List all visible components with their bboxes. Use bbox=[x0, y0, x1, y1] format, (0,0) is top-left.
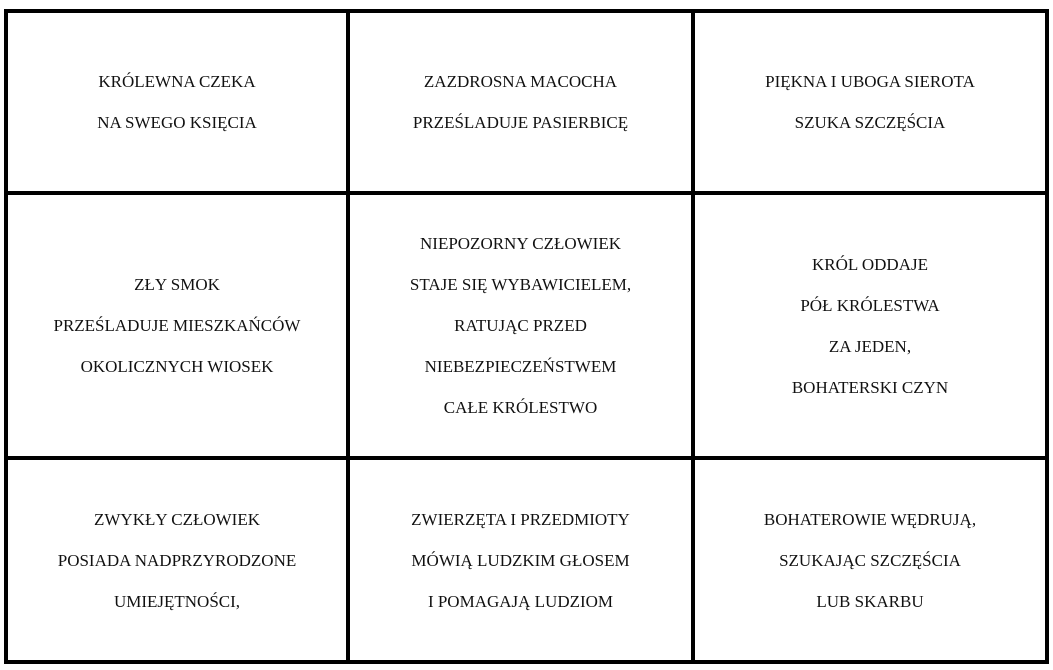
cell-text-line: OKOLICZNYCH WIOSEK bbox=[80, 357, 274, 376]
cell-text-line: RATUJĄC PRZED bbox=[454, 316, 587, 335]
cell-text-line: UMIEJĘTNOŚCI, bbox=[113, 591, 241, 611]
table-cell bbox=[8, 13, 350, 195]
cell-text-line: SZUKA SZCZĘŚCIA bbox=[794, 113, 946, 132]
table-cell bbox=[695, 195, 1045, 460]
cell-text-line: ZAZDROSNA MACOCHA bbox=[423, 72, 618, 91]
cell-text-line: ZŁY SMOK bbox=[134, 275, 220, 294]
cell-text-line: POSIADA NADPRZYRODZONE bbox=[57, 550, 297, 570]
cell-text-line: NIEBEZPIECZEŃSTWEM bbox=[424, 357, 617, 376]
cell-text-line: PRZEŚLADUJE MIESZKAŃCÓW bbox=[53, 316, 301, 335]
cell-text-line: MÓWIĄ LUDZKIM GŁOSEM bbox=[411, 550, 630, 570]
cell-text-line: LUB SKARBU bbox=[816, 591, 924, 611]
cell-text-line: STAJE SIĘ WYBAWICIELEM, bbox=[409, 275, 632, 294]
cell-text-line: ZWYKŁY CZŁOWIEK bbox=[93, 509, 260, 529]
cell-text-line: NIEPOZORNY CZŁOWIEK bbox=[420, 234, 621, 253]
cell-text-line: BOHATEROWIE WĘDRUJĄ, bbox=[763, 509, 977, 529]
cell-text-line: KRÓLEWNA CZEKA bbox=[98, 72, 256, 91]
cell-text-line: PÓŁ KRÓLESTWA bbox=[800, 295, 940, 315]
fairy-tale-features-table bbox=[4, 9, 1049, 664]
cell-text-line: PRZEŚLADUJE PASIERBICĘ bbox=[412, 113, 629, 132]
table-cell bbox=[8, 195, 350, 460]
cell-text-line: NA SWEGO KSIĘCIA bbox=[97, 113, 257, 132]
table-cell bbox=[695, 13, 1045, 195]
table-cell bbox=[350, 13, 695, 195]
cell-text-line: SZUKAJĄC SZCZĘŚCIA bbox=[779, 550, 961, 570]
table-cell bbox=[695, 460, 1045, 660]
cell-text-line: ZA JEDEN, bbox=[828, 336, 912, 356]
table-cell bbox=[8, 460, 350, 660]
cell-text-line: PIĘKNA I UBOGA SIEROTA bbox=[765, 72, 975, 91]
cell-text-line: I POMAGAJĄ LUDZIOM bbox=[427, 591, 614, 611]
table-cell bbox=[350, 460, 695, 660]
table-cell bbox=[350, 195, 695, 460]
cell-text-line: CAŁE KRÓLESTWO bbox=[443, 398, 598, 417]
cell-text-line: ZWIERZĘTA I PRZEDMIOTY bbox=[411, 509, 630, 529]
cell-text-line: BOHATERSKI CZYN bbox=[791, 377, 949, 397]
cell-text-line: KRÓL ODDAJE bbox=[811, 254, 928, 274]
